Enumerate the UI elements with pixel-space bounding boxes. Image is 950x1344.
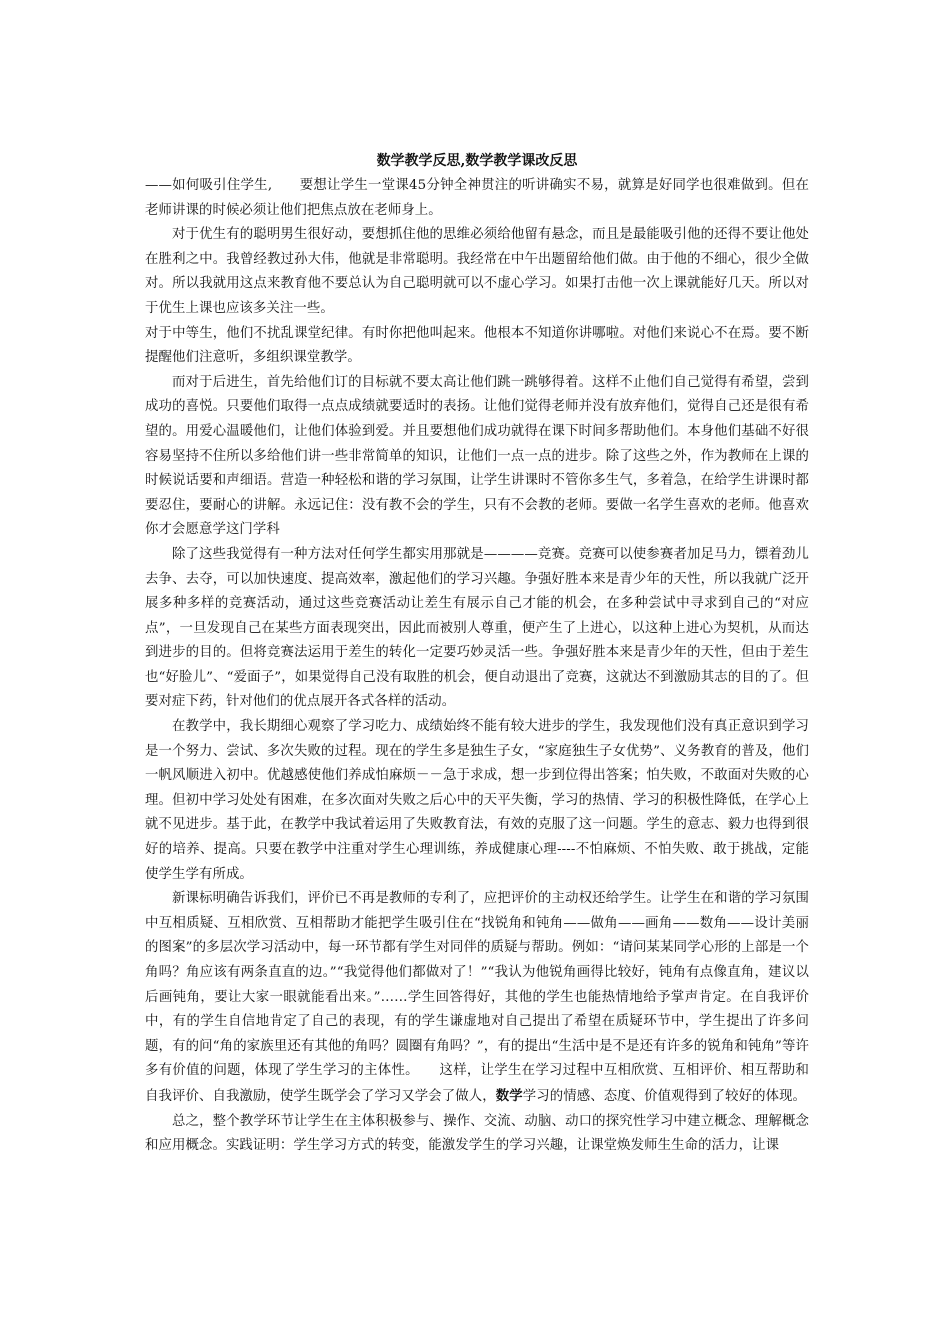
paragraph-conclusion: 总之，整个教学环节让学生在主体积极参与、操作、交流、动脑、动口的探究性学习中建立概念、理解概念和应用概念。实践证明：学生学习方式的转变，能激发学生的学习兴趣，让课堂焕发师生生命的活力，让课 [145,1113,809,1154]
paragraph-failure-education: 在教学中，我长期细心观察了学习吃力、成绩始终不能有较大进步的学生，我发现他们没有真正意识到学习是一个努力、尝试、多次失败的过程。现在的学生多是独生子女，“家庭独生子女优势”、义务教育的普及，他们一帆风顺进入初中。优越感使他们养成怕麻烦－－急于求成，想一步到位得出答案；怕失败，不敢面对失败的心理。但初中学习处处有困难，在多次面对失败之后心中的天平失衡，学习的热情、学习的积极性降低，在学心上就不见进步。基于此，在教学中我试着运用了失败教育法，有效的克服了这一问题。学生的意志、毅力也得到很好的培养、提高。只要在教学中注重对学生心理训练，养成健康心理----不怕麻烦、不怕失败、敢于挑战，定能使学生学有所成。 [145,719,809,882]
paragraph-evaluation-tail: 学习的情感、态度、价值观得到了较好的体现。 [522,1088,807,1104]
paragraph-evaluation-text: 新课标明确告诉我们，评价已不再是教师的专利了，应把评价的主动权还给学生。让学生在和谐的学习氛围中互相质疑、互相欣赏、互相帮助才能把学生吸引住在“找锐角和钝角——做角——画角——数角——设计美丽的图案”的多层次学习活动中，每一环节都有学生对同伴的质疑与帮助。例如：“请问某某同学心形的上部是一个角吗？角应该有两条直直的边。”“我觉得他们都做对了！”“我认为他锐角画得比较好，钝角有点像直角，建议以后画钝角，要让大家一眼就能看出来。”……学生回答得好，其他的学生也能热情地给予掌声肯定。在自我评价中，有的学生自信地肯定了自己的表现，有的学生谦虚地对自己提出了希望在质疑环节中，学生提出了许多问题，有的问“角的家族里还有其他的角吗？圆圈有角吗？”，有的提出“生活中是不是还有许多的锐角和钝角”等许多有价值的问题，体现了学生学习的主体性。 这样，让学生在学习过程中互相欣赏、互相评价、相互帮助和自我评价、自我激励，使学生既学会了学习又学会了做人， [145,891,809,1104]
document-title: 数学教学反思,数学教学课改反思 [376,153,578,169]
paragraph-top-students: 对于优生有的聪明男生很好动，要想抓住他的思维必须给他留有悬念，而且是最能吸引他的还得不要让他处在胜利之中。我曾经教过孙大伟，他就是非常聪明。我经常在中午出题留给他们做。由于他的不细心，很少全做对。所以我就用这点来教育他不要总认为自己聪明就可以不虚心学习。如果打击他一次上课就能好几天。所以对于优生上课也应该多关注一些。 [145,227,809,316]
bold-keyword: 数学 [495,1087,523,1104]
paragraph-middle-students: 对于中等生，他们不扰乱课堂纪律。有时你把他叫起来。他根本不知道你讲哪啦。对他们来说心不在焉。要不断提醒他们注意听，多组织课堂教学。 [145,325,809,366]
paragraph-struggling-students: 而对于后进生，首先给他们订的目标就不要太高让他们跳一跳够得着。这样不止他们自己觉得有希望，尝到成功的喜悦。只要他们取得一点点成绩就要适时的表扬。让他们觉得老师并没有放弃他们，觉得自己还是很有希望的。用爱心温暖他们，让他们体验到爱。并且要想他们成功就得在课下时间多帮助他们。本身他们基础不好很容易坚持不住所以多给他们讲一些非常简单的知识，让他们一点一点的进步。除了这些之外，作为教师在上课的时候说话要和声细语。营造一种轻松和谐的学习氛围，让学生讲课时不管你多生气，多着急，在给学生讲课时都要忍住，要耐心的讲解。永远记住：没有教不会的学生，只有不会教的老师。要做一名学生喜欢的老师。他喜欢你才会愿意学这门学科 [145,374,809,538]
paragraph-competition: 除了这些我觉得有一种方法对任何学生都实用那就是————竞赛。竞赛可以使参赛者加足马力，镖着劲儿去争、去夺，可以加快速度、提高效率，激起他们的学习兴趣。争强好胜本来是青少年的天性，所以我就广泛开展多种多样的竞赛活动，通过这些竞赛活动让差生有展示自己才能的机会，在多种尝试中寻求到自己的“对应点”，一旦发现自己在某些方面表现突出，因此而被别人尊重，便产生了上进心，以这种上进心为契机，从而达到进步的目的。但将竞赛法运用于差生的转化一定要巧妙灵活一些。争强好胜本来是青少年的天性，但由于差生也“好脸儿”、“爱面子”，如果觉得自己没有取胜的机会，便自动退出了竞赛，这就达不到激励其志的目的了。但要对症下药，针对他们的优点展开各式各样的活动。 [145,546,809,710]
document-page [145,150,809,1159]
paragraph-intro: ——如何吸引住学生, 要想让学生一堂课45分钟全神贯注的听讲确实不易，就算是好同学也很难做到。但在老师讲课的时候必须让他们把焦点放在老师身上。 [145,178,809,218]
paragraph-evaluation [145,887,809,1109]
